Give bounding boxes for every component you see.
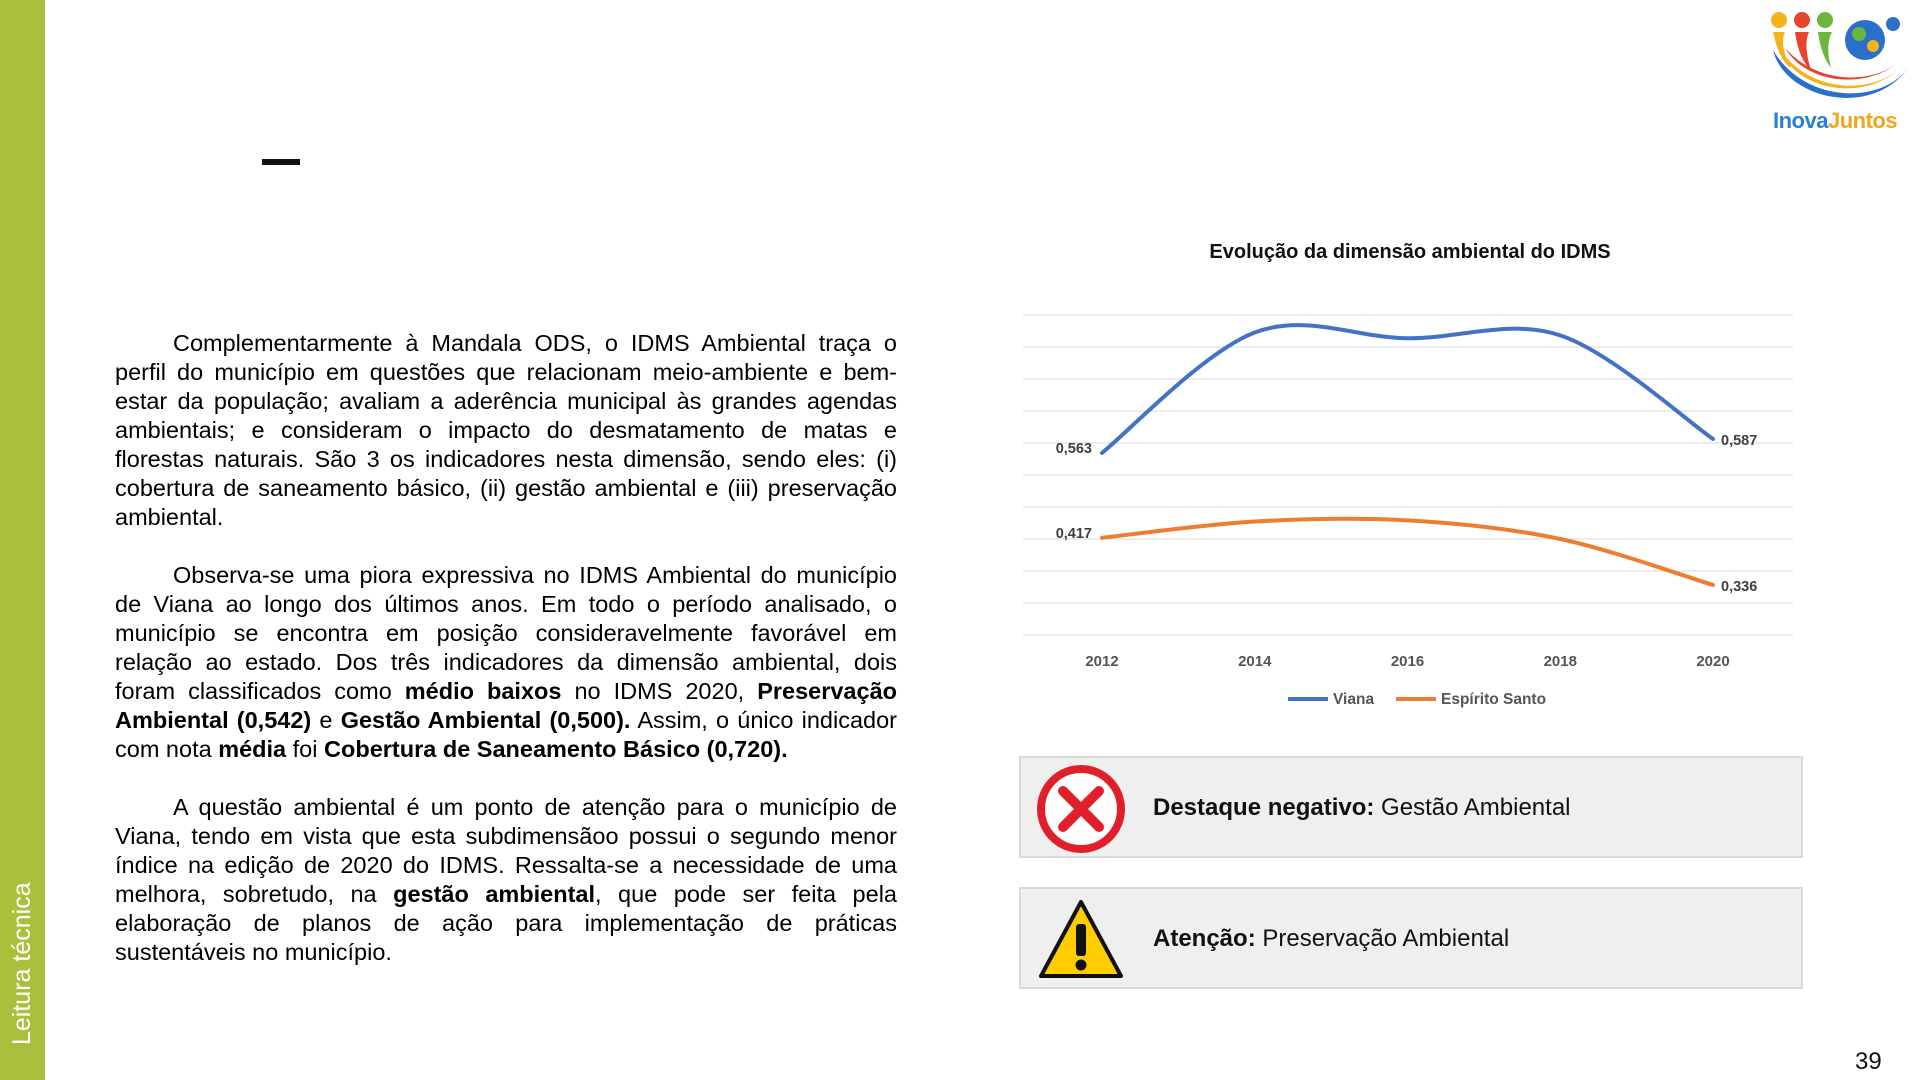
page-number: 39 <box>1855 1048 1882 1075</box>
logo-text: InovaJuntos <box>1773 108 1898 133</box>
x-tick-label: 2018 <box>1543 653 1577 670</box>
sidebar <box>0 0 45 1080</box>
paragraph-1: Complementarmente à Mandala ODS, o IDMS Ambiental traça o perfil do município em questões que relacionam meio-ambiente e bem-estar da população; avaliam a aderência municipal às grandes agendas ambientais; e consideram o impacto do desmatamento de matas e florestas naturais. São 3 os indicadores nesta dimensão, sendo eles: (i) cobertura de saneamento básico, (ii) gestão ambiental e (iii) preservação ambiental. <box>115 330 897 530</box>
x-tick-label: 2014 <box>1238 653 1272 670</box>
callout-negative-text: Destaque negativo: Gestão Ambiental <box>1153 794 1571 821</box>
callout-attention <box>1019 887 1803 989</box>
x-tick-label: 2012 <box>1085 653 1119 670</box>
callout-negative <box>1019 756 1803 858</box>
red-x-icon <box>1037 765 1125 853</box>
body-text <box>115 329 897 996</box>
warning-icon <box>1037 896 1125 984</box>
page-title-dash <box>262 159 300 165</box>
legend-entry: Espírito Santo <box>1441 691 1547 708</box>
data-label: 0,587 <box>1721 432 1758 449</box>
data-label: 0,563 <box>1055 440 1092 457</box>
series-line-espirito-santo <box>1102 519 1713 585</box>
line-chart <box>1020 300 1800 720</box>
x-tick-label: 2016 <box>1390 653 1425 670</box>
paragraph-2: Observa-se uma piora expressiva no IDMS Ambiental do município de Viana ao longo dos últimos anos. Em todo o período analisado, o município se encontra em posição consideravelmente favorável em relação ao estado. Dos três indicadores da dimensão ambiental, dois foram classificados como médio baixos no IDMS 2020, Preservação Ambiental (0,542) e Gestão Ambiental (0,500). Assim, o único indicador com nota média foi Cobertura de Saneamento Básico (0,720). <box>115 562 897 762</box>
legend-entry: Viana <box>1333 691 1375 708</box>
data-label: 0,417 <box>1055 525 1092 542</box>
logo-icon <box>1765 10 1915 115</box>
data-label: 0,336 <box>1721 578 1758 595</box>
x-tick-label: 2020 <box>1696 653 1730 670</box>
chart-title: Evolução da dimensão ambiental do IDMS <box>1209 241 1611 263</box>
series-line-viana <box>1102 325 1713 453</box>
paragraph-3: A questão ambiental é um ponto de atenção para o município de Viana, tendo em vista que esta subdimensãoo possui o segundo menor índice na edição de 2020 do IDMS. Ressalta-se a necessidade de uma melhora, sobretudo, na gestão ambiental, que pode ser feita pela elaboração de planos de ação para implementação de práticas sustentáveis no município. <box>115 794 897 965</box>
callout-attention-text: Atenção: Preservação Ambiental <box>1153 925 1510 952</box>
sidebar-label: Leitura técnica <box>8 882 36 1045</box>
